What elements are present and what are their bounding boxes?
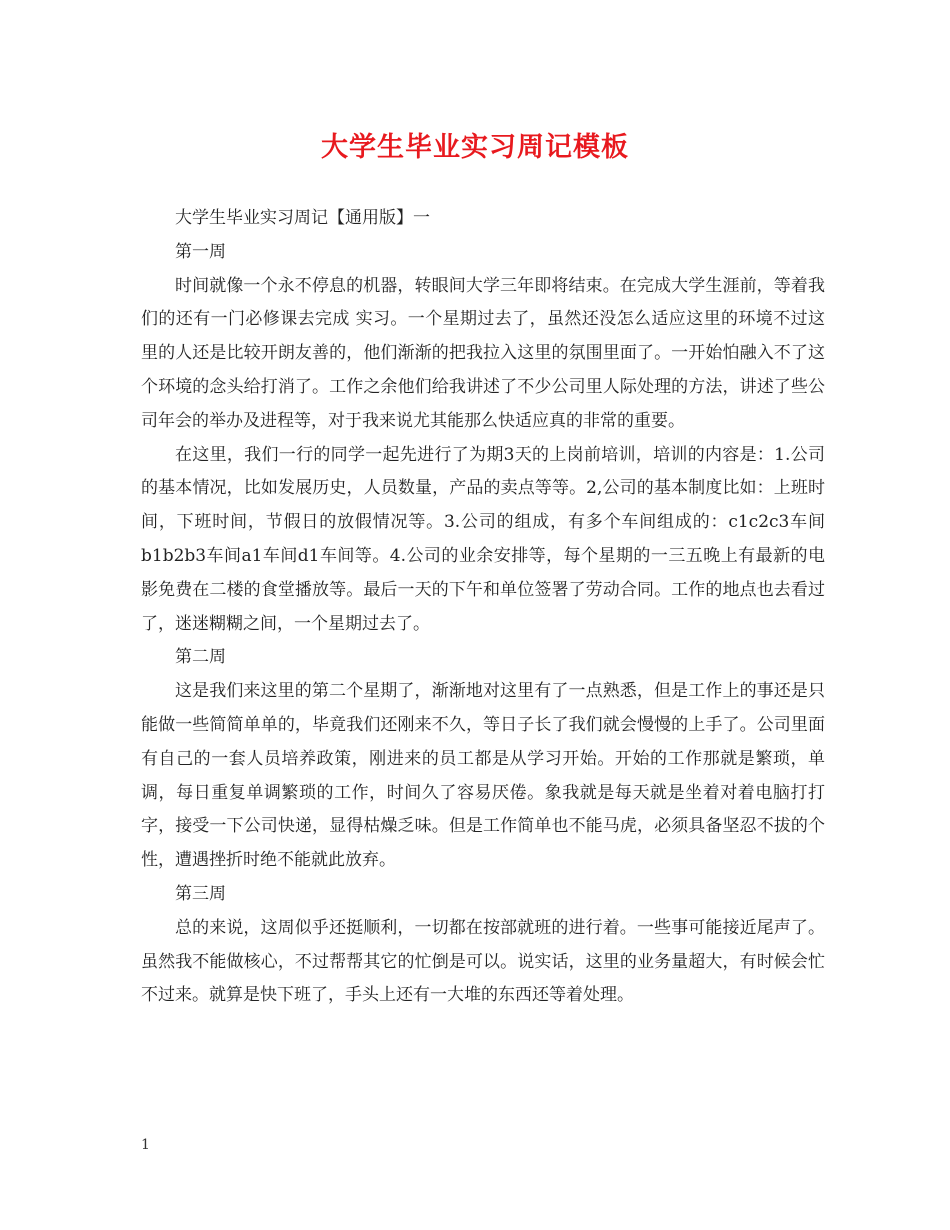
week-one-heading: 第一周 <box>175 241 226 262</box>
week-three-paragraph: 总的来说，这周似乎还挺顺利，一切都在按部就班的进行着。一些事可能接近尾声了。虽然我不能做核心，不过帮帮其它的忙倒是可以。说实话，这里的业务量超大，有时候会忙不过来。就算是快下班了，手头上还有一大堆的东西还等着处理。 <box>141 917 825 1006</box>
page-number: 1 <box>141 1137 150 1153</box>
document-title: 大学生毕业实习周记模板 <box>321 132 629 163</box>
document-body <box>141 202 825 1013</box>
week-two-heading: 第二周 <box>175 647 226 668</box>
week-two-paragraph: 这是我们来这里的第二个星期了，渐渐地对这里有了一点熟悉，但是工作上的事还是只能做一些简简单单的，毕竟我们还刚来不久，等日子长了我们就会慢慢的上手了。公司里面有自己的一套人员培养政策，刚进来的员工都是从学习开始。开始的工作那就是繁琐，单调，每日重复单调繁琐的工作，时间久了容易厌倦。象我就是每天就是坐着对着电脑打打字，接受一下公司快递，显得枯燥乏味。但是工作简单也不能马虎，必须具备坚忍不拔的个性，遭遇挫折时绝不能就此放弃。 <box>141 681 825 871</box>
week-one-paragraph-1: 时间就像一个永不停息的机器，转眼间大学三年即将结束。在完成大学生涯前，等着我们的还有一门必修课去完成 实习。一个星期过去了，虽然还没怎么适应这里的环境不过这里的人还是比较开朗友善的，他们渐渐的把我拉入这里的氛围里面了。一开始怕融入不了这个环境的念头给打消了。工作之余他们给我讲述了不少公司里人际处理的方法，讲述了些公司年会的举办及进程等，对于我来说尤其能那么快适应真的非常的重要。 <box>141 275 825 431</box>
week-three-heading: 第三周 <box>175 883 226 904</box>
week-one-paragraph-2: 在这里，我们一行的同学一起先进行了为期3天的上岗前培训，培训的内容是：1.公司的基本情况，比如发展历史，人员数量，产品的卖点等等。2,公司的基本制度比如：上班时间，下班时间，节假日的放假情况等。3.公司的组成，有多个车间组成的：c1c2c3车间b1b2b3车间a1车间d1车间等。4.公司的业余安排等，每个星期的一三五晚上有最新的电影免费在二楼的食堂播放等。最后一天的下午和单位签署了劳动合同。工作的地点也去看过了，迷迷糊糊之间，一个星期过去了。 <box>141 444 825 634</box>
subtitle-paragraph: 大学生毕业实习周记【通用版】一 <box>175 208 430 228</box>
